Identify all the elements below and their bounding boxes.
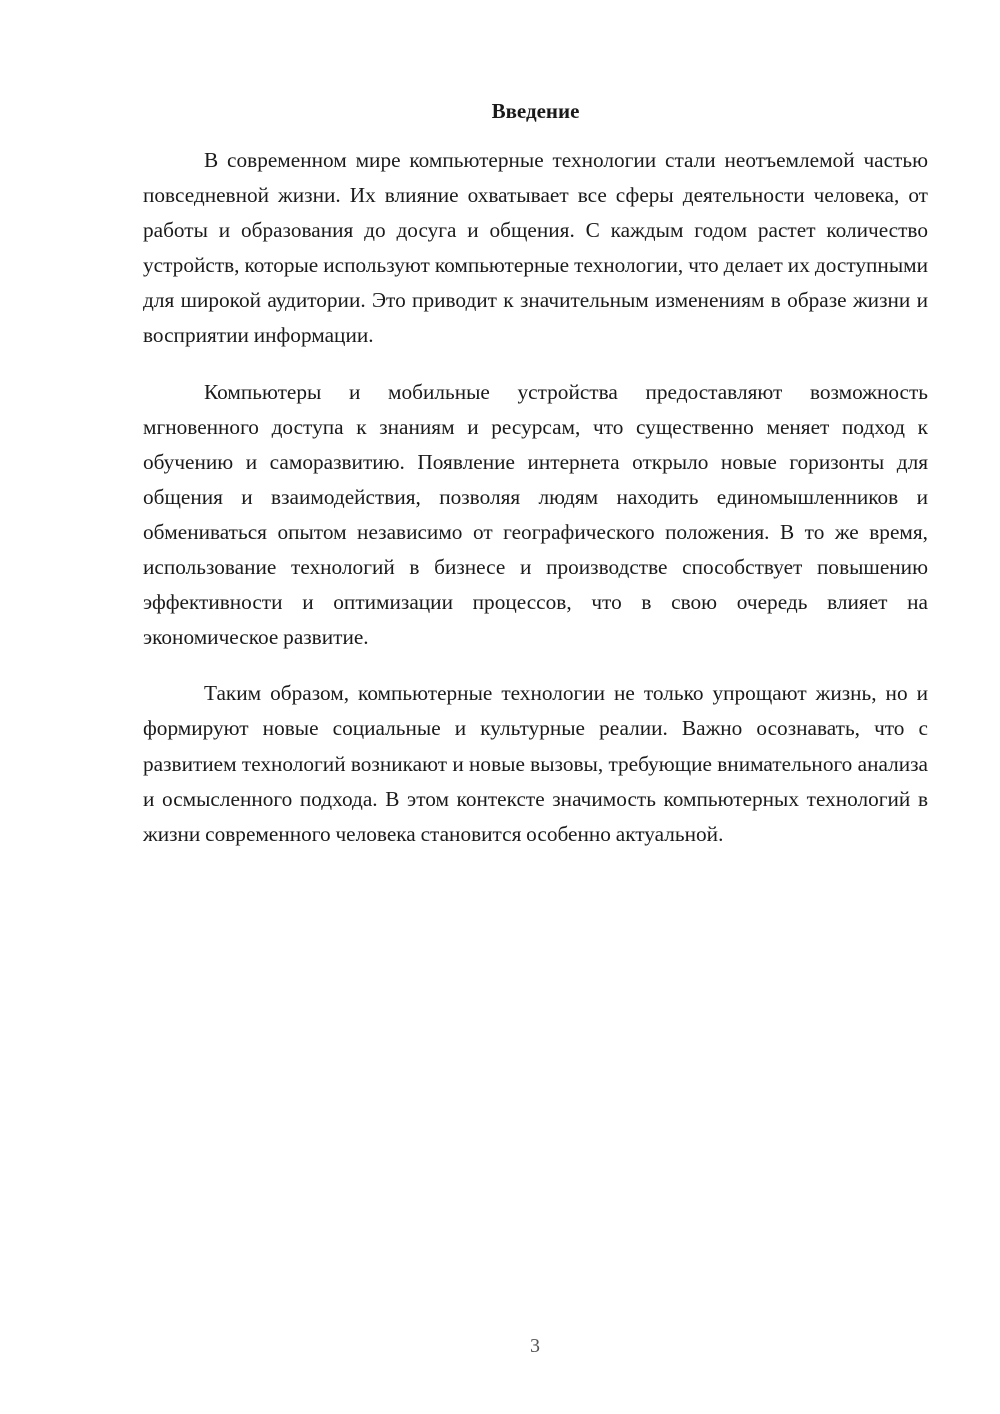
page-title: Введение (491, 99, 580, 123)
paragraph-2: Компьютеры и мобильные устройства предоставляют возможность мгновенного доступа к знаниям и ресурсам, что существенно меняет подход к обучению и саморазвитию. Появление интернета открыло новые горизонты для общения и взаимодействия, позволяя людям находить единомышленников и обмениваться опытом независимо от географического положения. В то же время, использование технологий в бизнесе и производстве способствует повышению эффективности и оптимизации процессов, что в свою очередь влияет на экономическое развитие. (143, 379, 928, 650)
paragraph-1: В современном мире компьютерные технологии стали неотъемлемой частью повседневной жизни. Их влияние охватывает все сферы деятельности человека, от работы и образования до досуга и общения. С каждым годом растет количество устройств, которые используют компьютерные технологии, что делает их доступными для широкой аудитории. Это приводит к значительным изменениям в образе жизни и восприятии информации. (143, 148, 928, 348)
body-text (143, 143, 928, 873)
paragraph-3: Таким образом, компьютерные технологии не только упрощают жизнь, но и формируют новые социальные и культурные реалии. Важно осознавать, что с развитием технологий возникают и новые вызовы, требующие внимательного анализа и осмысленного подхода. В этом контексте значимость компьютерных технологий в жизни современного человека становится особенно актуальной. (143, 681, 928, 846)
page-number: 3 (530, 1335, 540, 1357)
